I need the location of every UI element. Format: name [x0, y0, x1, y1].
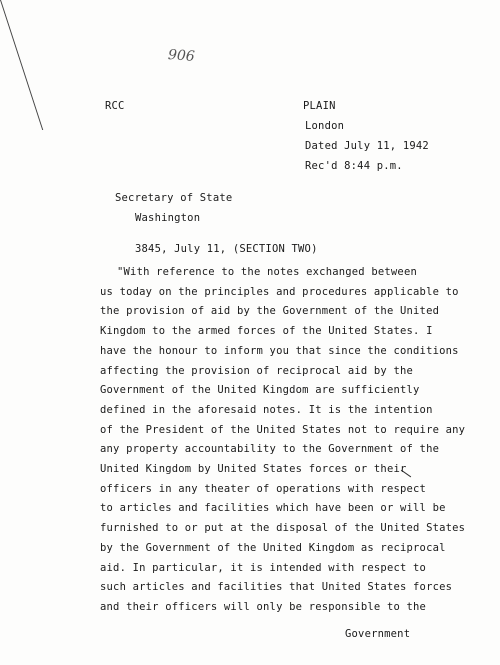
body-line: defined in the aforesaid notes. It is the intention	[100, 403, 433, 416]
received-time: Rec'd 8:44 p.m.	[305, 160, 403, 172]
body-line: to articles and facilities which have been or will be	[100, 502, 446, 515]
body-line: any property accountability to the Government of the	[100, 443, 440, 456]
body-line: and their officers will only be responsible to the	[100, 600, 427, 613]
body-line: us today on the principles and procedures applicable to	[100, 285, 459, 298]
date-line: Dated July 11, 1942	[305, 140, 429, 152]
handwritten-page-number: 906	[167, 47, 196, 65]
body-line: Kingdom to the armed forces of the United States. I	[100, 325, 433, 338]
body-line: of the President of the United States not to require any	[100, 423, 466, 436]
body-line: "With reference to the notes exchanged between	[117, 266, 417, 278]
addressee-city: Washington	[135, 212, 201, 224]
body-line: furnished to or put at the disposal of the United States	[100, 522, 466, 535]
message-body	[100, 263, 466, 618]
body-line: by the Government of the United Kingdom as reciprocal	[100, 541, 446, 554]
routing-code: RCC	[105, 100, 125, 112]
message-reference: 3845, July 11, (SECTION TWO)	[135, 243, 318, 255]
origin-place: London	[305, 120, 345, 132]
body-line: the provision of aid by the Government of the United	[100, 305, 440, 318]
page-edge-mark	[0, 0, 43, 130]
body-line: have the honour to inform you that since the conditions	[100, 344, 459, 357]
body-line: Government of the United Kingdom are sufficiently	[100, 384, 420, 397]
continuation-word: Government	[345, 628, 411, 640]
addressee-title: Secretary of State	[115, 192, 233, 204]
classification: PLAIN	[303, 100, 336, 112]
body-line: such articles and facilities that United States forces	[100, 581, 453, 594]
body-line: affecting the provision of reciprocal aid by the	[100, 364, 414, 377]
body-line: United Kingdom by United States forces or their	[100, 463, 407, 476]
body-line: aid. In particular, it is intended with respect to	[100, 561, 427, 574]
body-line: officers in any theater of operations with respect	[100, 482, 427, 495]
